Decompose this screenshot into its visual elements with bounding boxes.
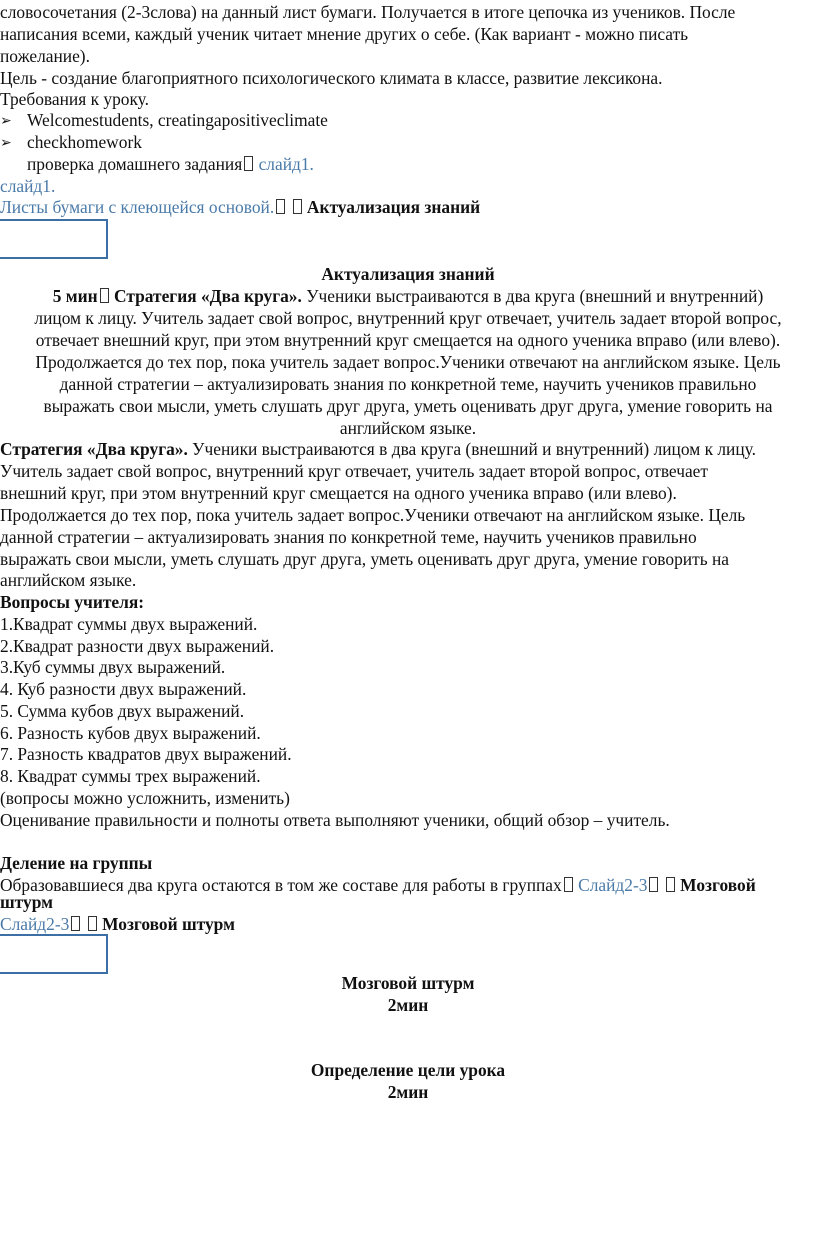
groups-text-line: [0, 875, 756, 897]
strategy-text: Ученики выстраиваются в два круга (внешний и внутренний): [301, 286, 764, 306]
brainstorm-label-cont: штурм: [0, 892, 53, 912]
assessment-text: Оценивание правильности и полноты ответа выполняют ученики, общий обзор – учитель.: [0, 810, 670, 830]
questions-note: (вопросы можно усложнить, изменить): [0, 788, 290, 808]
brainstorm-title: Мозговой штурм: [341, 973, 475, 993]
centered-para-line: выражать свои мысли, уметь слушать друг друга, уметь оценивать друг друга, умение говорить на: [43, 396, 773, 416]
goal-def-title: Определение цели урока: [310, 1060, 506, 1080]
bullet-arrow-icon: ➢: [0, 113, 12, 129]
strategy-label: Стратегия «Два круга».: [114, 286, 302, 306]
brainstorm-label: Мозговой: [680, 875, 756, 895]
goal-def-time: 2мин: [387, 1082, 429, 1102]
question-item: 7. Разность квадратов двух выражений.: [0, 744, 292, 764]
slide-link[interactable]: Слайд2-3: [578, 875, 648, 895]
section-heading: Актуализация знаний: [321, 264, 495, 284]
question-item: 6. Разность кубов двух выражений.: [0, 723, 261, 743]
questions-heading: Вопросы учителя:: [0, 592, 145, 612]
bullet-item: Welcomestudents, creatingapositiveclimate: [27, 110, 328, 130]
question-item: 8. Квадрат суммы трех выражений.: [0, 766, 261, 786]
para2-line: выражать свои мысли, уметь слушать друг друга, уметь оценивать друг друга, умение говорить на: [0, 549, 730, 569]
slide-line: [0, 914, 235, 936]
para2-line: английском языке.: [0, 570, 137, 590]
centered-para-line: [0, 286, 816, 308]
question-item: 5. Сумма кубов двух выражений.: [0, 701, 245, 721]
slide-link[interactable]: слайд1.: [0, 176, 56, 196]
missing-glyph-icon: [564, 877, 573, 892]
intro-line-2: написания всеми, каждый ученик читает мнение других о себе. (Как вариант - можно писать: [0, 24, 689, 44]
missing-glyph-icon: [649, 877, 658, 892]
para2-line: внешний круг, при этом внутренний круг смещается на одного ученика вправо (или влево).: [0, 483, 677, 503]
groups-text: Образовавшиеся два круга остаются в том же составе для работы в группах: [0, 875, 562, 895]
centered-para-line: Продолжается до тех пор, пока учитель задает вопрос.Ученики отвечают на английском языке. Цель: [35, 352, 781, 372]
slide-link[interactable]: Слайд2-3: [0, 914, 70, 934]
question-item: 4. Куб разности двух выражений.: [0, 679, 247, 699]
centered-para-line: отвечает внешний круг, при этом внутренний круг смещается на одного ученика вправо (или влево).: [35, 330, 781, 350]
sheets-link[interactable]: Листы бумаги с клеющейся основой.: [0, 197, 275, 217]
intro-line-3: пожелание).: [0, 46, 90, 66]
slide-link[interactable]: слайд1.: [258, 154, 314, 174]
brainstorm-time: 2мин: [387, 995, 429, 1015]
homework-line: [27, 154, 314, 176]
missing-glyph-icon: [276, 199, 285, 214]
centered-para-line: английском языке.: [339, 418, 477, 438]
goal-text: Цель - создание благоприятного психологического климата в классе, развитие лексикона.: [0, 68, 663, 88]
centered-para-line: лицом к лицу. Учитель задает свой вопрос, внутренний круг отвечает, учитель задает второй вопрос,: [34, 308, 782, 328]
missing-glyph-icon: [666, 877, 675, 892]
question-item: 3.Куб суммы двух выражений.: [0, 657, 226, 677]
slide-frame: [0, 934, 108, 974]
time-label: 5 мин: [52, 286, 98, 306]
missing-glyph-icon: [244, 156, 253, 171]
sheets-bold: Актуализация знаний: [306, 197, 481, 217]
question-item: 2.Квадрат разности двух выражений.: [0, 636, 275, 656]
missing-glyph-icon: [71, 916, 80, 931]
bullet-arrow-icon: ➢: [0, 135, 12, 151]
para2-line: Учитель задает свой вопрос, внутренний круг отвечает, учитель задает второй вопрос, отвечает: [0, 461, 709, 481]
strategy-label: Стратегия «Два круга».: [0, 439, 188, 459]
brainstorm-label: Мозговой штурм: [102, 914, 235, 934]
centered-para-line: данной стратегии – актуализировать знания по конкретной теме, научить учеников правильно: [59, 374, 757, 394]
missing-glyph-icon: [100, 288, 109, 303]
missing-glyph-icon: [293, 199, 302, 214]
requirements-heading: Требования к уроку.: [0, 89, 149, 109]
para2-line: данной стратегии – актуализировать знания по конкретной теме, научить учеников правильно: [0, 527, 697, 547]
question-item: 1.Квадрат суммы двух выражений.: [0, 614, 258, 634]
strategy-text: Ученики выстраиваются в два круга (внешний и внутренний) лицом к лицу.: [187, 439, 756, 459]
para2-line: Продолжается до тех пор, пока учитель задает вопрос.Ученики отвечают на английском языке. Цель: [0, 505, 746, 525]
para2-line: [0, 439, 756, 461]
bullet-item: checkhomework: [27, 132, 142, 152]
slide-frame: [0, 219, 108, 259]
groups-heading: Деление на группы: [0, 853, 153, 873]
homework-text: проверка домашнего задания: [27, 154, 243, 174]
missing-glyph-icon: [88, 916, 97, 931]
intro-line-1: словосочетания (2-3слова) на данный лист бумаги. Получается в итоге цепочка из учеников. После: [0, 2, 736, 22]
sheets-line: [0, 197, 480, 219]
